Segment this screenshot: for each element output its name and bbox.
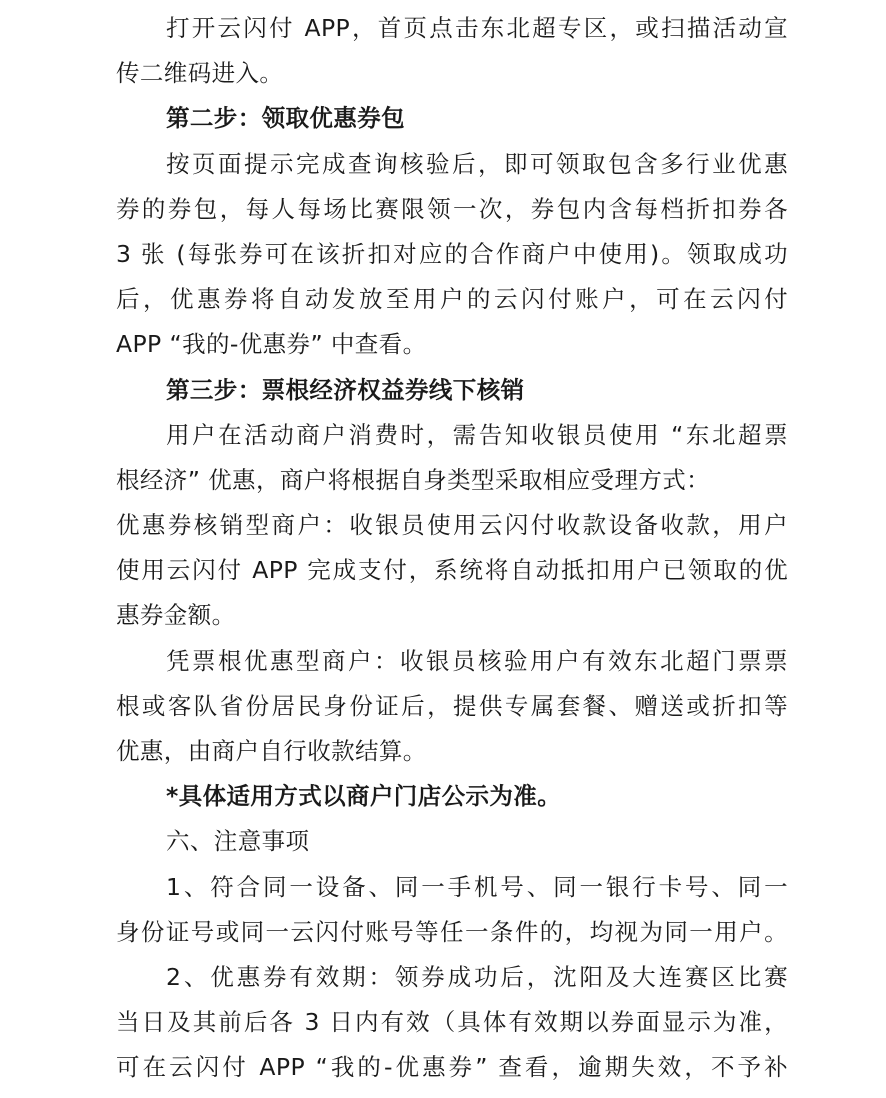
text-line: 根经济” 优惠，商户将根据自身类型采取相应受理方式： bbox=[116, 465, 711, 494]
text-line: 2、优惠券有效期：领券成功后，沈阳及大连赛区比赛 bbox=[166, 962, 788, 991]
text-line: 惠券金额。 bbox=[116, 601, 236, 630]
notice-bold-line: *具体适用方式以商户门店公示为准。 bbox=[166, 782, 562, 811]
text-line: 可在云闪付 APP “我的-优惠券” 查看，逾期失效，不予补 bbox=[116, 1053, 788, 1082]
text-line: 优惠券核销型商户：收银员使用云闪付收款设备收款，用户 bbox=[116, 511, 788, 540]
section-heading: 第三步：票根经济权益券线下核销 bbox=[166, 375, 525, 404]
text-line: 根或客队省份居民身份证后，提供专属套餐、赠送或折扣等 bbox=[116, 691, 788, 720]
text-line: 用户在活动商户消费时，需告知收银员使用 “东北超票 bbox=[166, 420, 788, 449]
text-line: 3 张 (每张券可在该折扣对应的合作商户中使用)。领取成功 bbox=[116, 239, 788, 268]
text-line: 优惠，由商户自行收款结算。 bbox=[116, 737, 427, 765]
text-line: 打开云闪付 APP，首页点击东北超专区，或扫描活动宣 bbox=[166, 14, 788, 42]
text-line: 身份证号或同一云闪付账号等任一条件的，均视为同一用户。 bbox=[116, 917, 788, 946]
text-line: 券的券包，每人每场比赛限领一次，券包内含每档折扣券各 bbox=[116, 194, 788, 223]
text-line: APP “我的-优惠券” 中查看。 bbox=[116, 330, 427, 359]
text-line: 使用云闪付 APP 完成支付，系统将自动抵扣用户已领取的优 bbox=[116, 556, 788, 585]
text-line: 1、符合同一设备、同一手机号、同一银行卡号、同一 bbox=[166, 872, 788, 901]
text-line: 后，优惠券将自动发放至用户的云闪付账户，可在云闪付 bbox=[116, 285, 788, 314]
text-line: 传二维码进入。 bbox=[116, 59, 284, 88]
document-page bbox=[116, 6, 788, 1091]
text-line: 按页面提示完成查询核验后，即可领取包含多行业优惠 bbox=[166, 149, 788, 178]
section-heading: 第二步：领取优惠券包 bbox=[166, 104, 405, 133]
text-line: 凭票根优惠型商户：收银员核验用户有效东北超门票票 bbox=[166, 646, 788, 675]
section-heading: 六、注意事项 bbox=[166, 827, 310, 856]
text-line: 当日及其前后各 3 日内有效（具体有效期以券面显示为准， bbox=[116, 1008, 788, 1037]
